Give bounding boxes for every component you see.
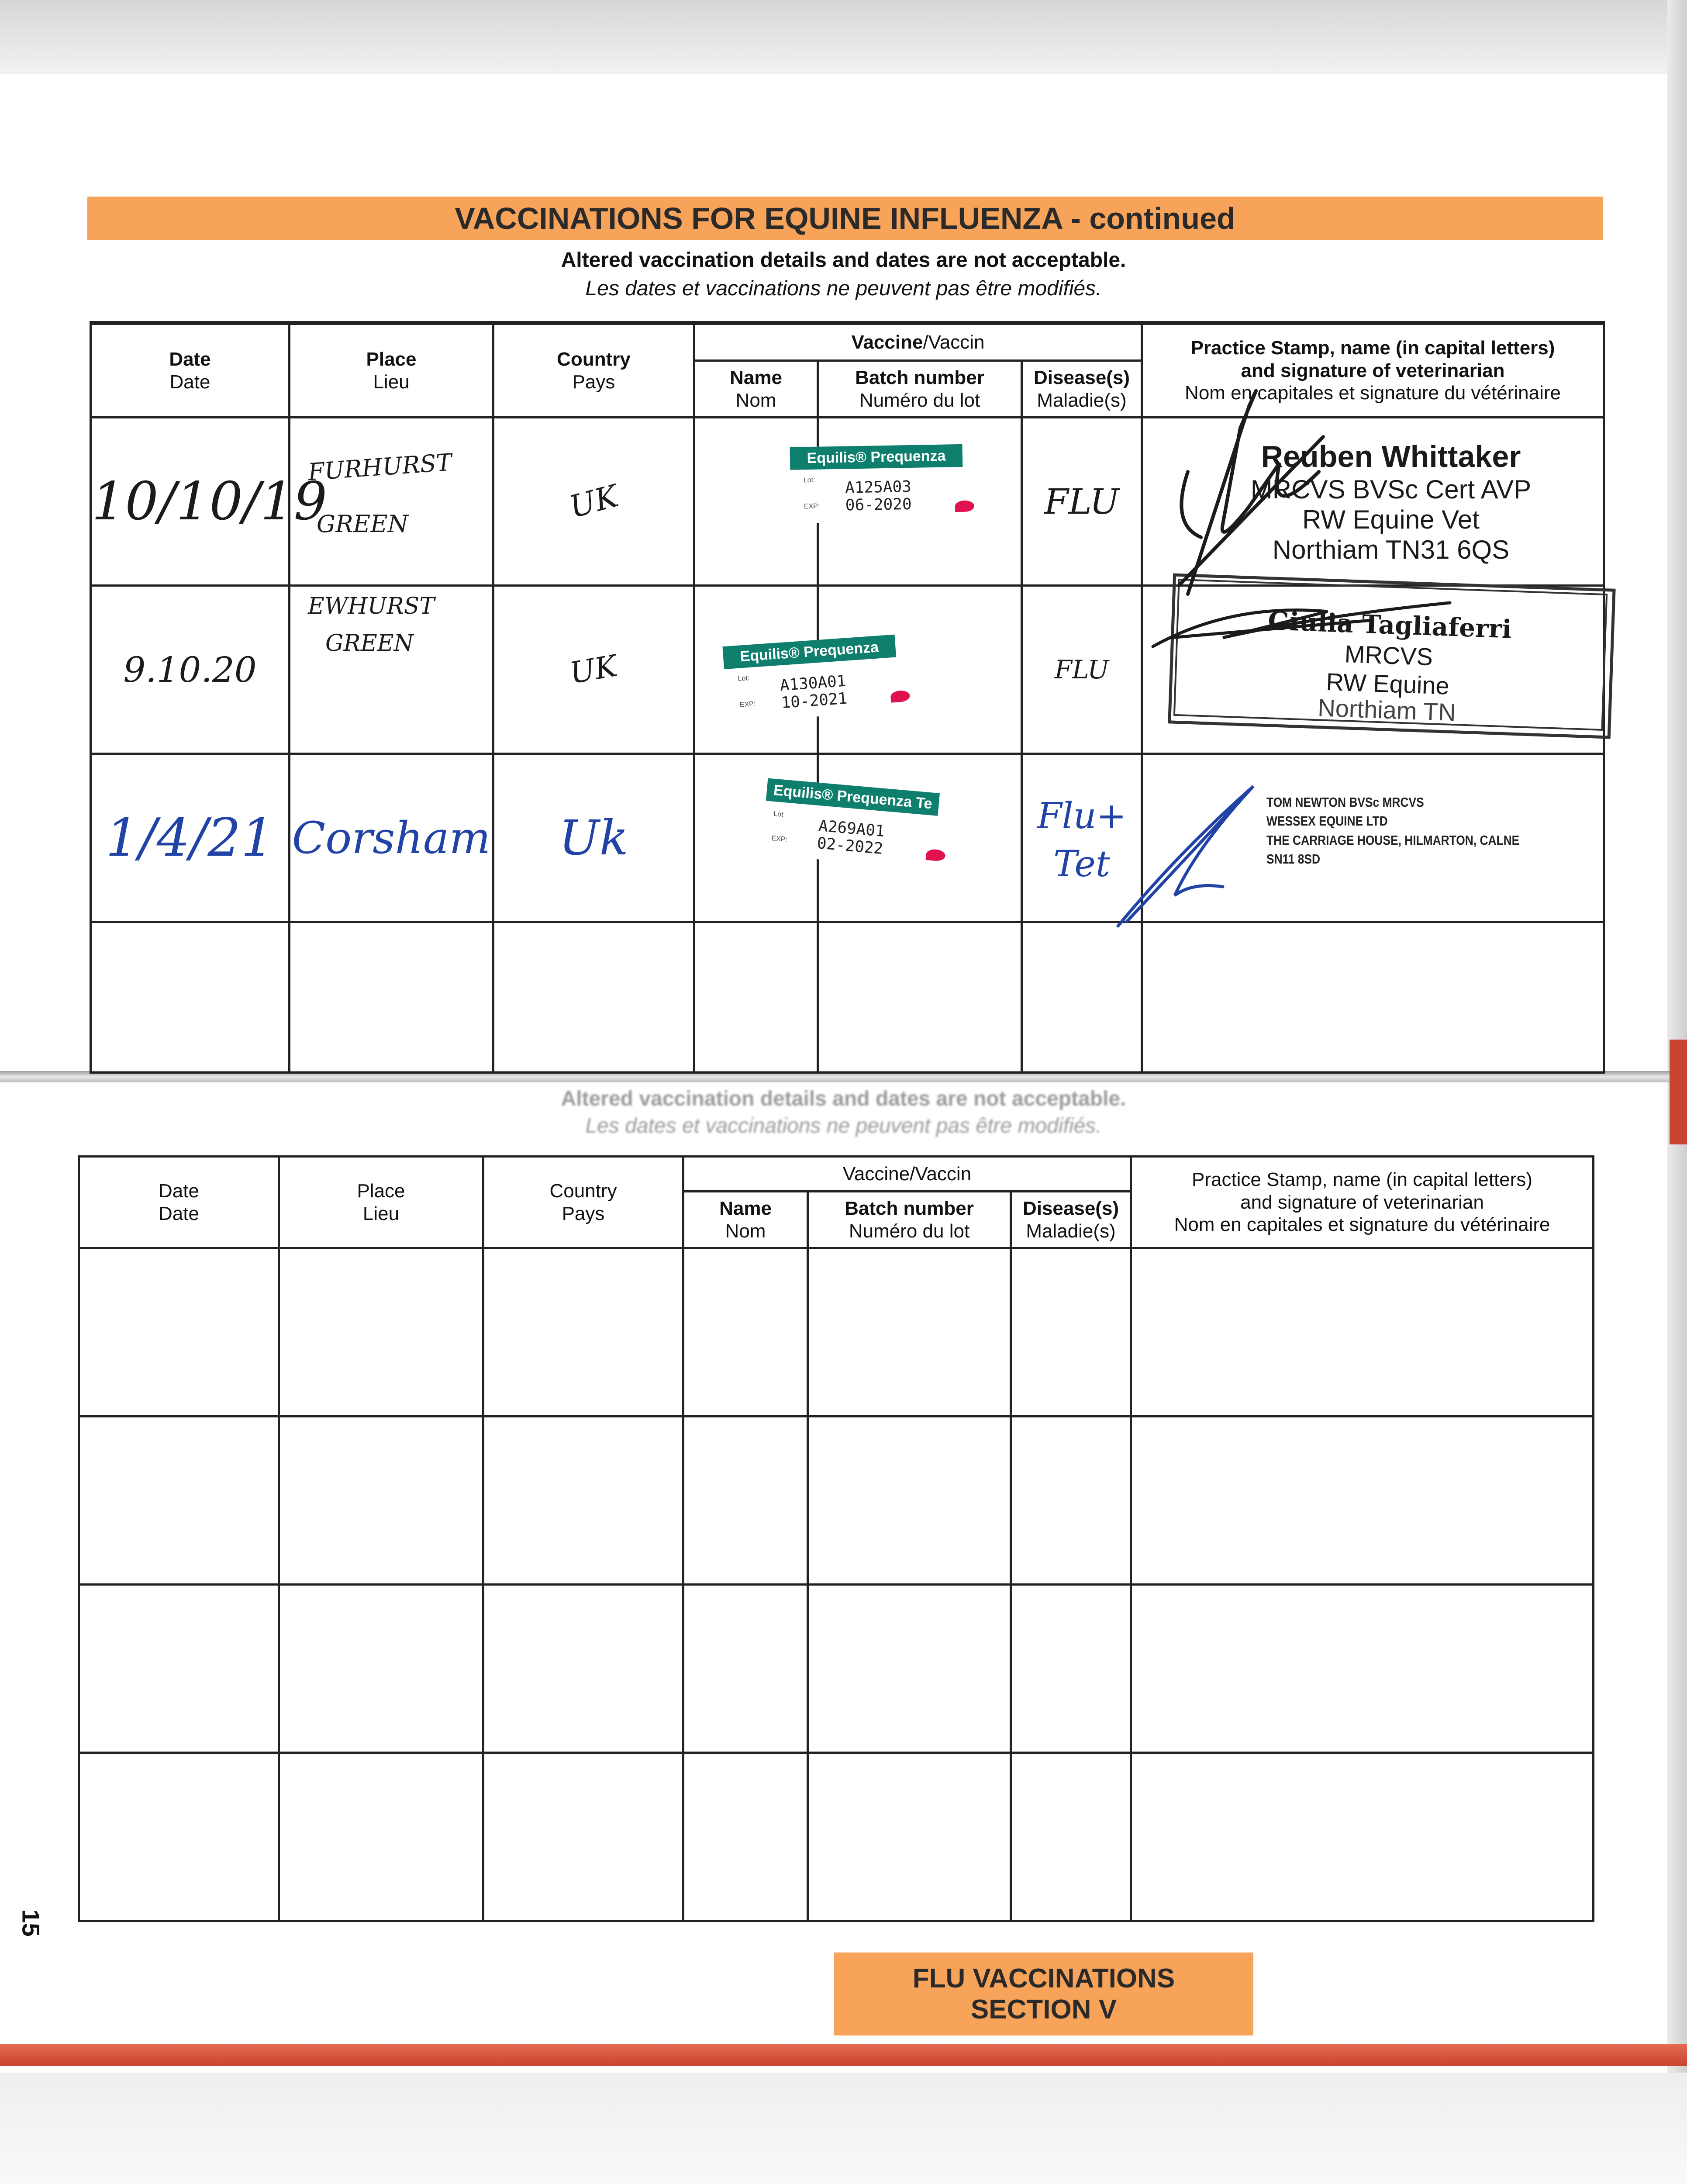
vet-qualifications: MRCVS BVSc Cert AVP (1250, 474, 1532, 504)
practice-address: THE CARRIAGE HOUSE, HILMARTON, CALNE (1266, 832, 1520, 848)
empty-cell (91, 922, 290, 1073)
practice-postcode: SN11 8SD (1266, 851, 1321, 867)
scan-background-bottom (0, 2073, 1687, 2184)
entry1-place-cell (290, 418, 493, 586)
table-row (91, 922, 1604, 1073)
empty-cell (1011, 1585, 1131, 1753)
header-batch-number: Batch number Numéro du lot (818, 361, 1022, 418)
vet-name: Giulia Tagliaferri (1267, 606, 1512, 644)
empty-cell (279, 1417, 483, 1585)
table-row (79, 1417, 1594, 1585)
empty-cell (694, 922, 818, 1073)
entry1-disease-cell (1022, 418, 1142, 586)
empty-cell (279, 1585, 483, 1753)
empty-cell (79, 1585, 279, 1753)
entry1-disease: FLU (1044, 481, 1119, 522)
sticker-logo-mark (890, 690, 911, 703)
entry3-country: Uk (559, 810, 629, 866)
header-practice-stamp: Practice Stamp, name (in capital letters) and signature of veterinarian Nom en capitales et signature du vétérinaire (1142, 323, 1604, 418)
sticker-product-name: Equilis® Prequenza (722, 635, 896, 669)
vet-name: TOM NEWTON BVSc MRCVS (1266, 795, 1424, 810)
empty-cell (683, 1417, 808, 1585)
entry3-place-cell (290, 754, 493, 922)
empty-cell (1011, 1417, 1131, 1585)
sticker-logo-mark (955, 500, 974, 512)
entry2-disease-cell (1022, 586, 1142, 754)
empty-cell (279, 1753, 483, 1921)
practice-stamp-3 (1266, 793, 1519, 869)
table-row (79, 1753, 1594, 1921)
sticker-lot-number: A125A03 (845, 477, 912, 497)
sticker-expiry: 02-2022 (816, 834, 884, 858)
sticker-expiry: 06-2020 (845, 495, 912, 515)
empty-cell (1011, 1753, 1131, 1921)
entry2-place-line2: GREEN (325, 630, 414, 657)
entry3-disease-line2: Tet (1053, 843, 1110, 885)
entry1-place-line1: FURHURST (307, 448, 453, 486)
notice-french: Les dates et vaccinations ne peuvent pas être modifiés. (585, 277, 1102, 300)
header-date: Date Date (79, 1157, 279, 1248)
entry3-date-cell (91, 754, 290, 922)
empty-cell (1131, 1417, 1594, 1585)
empty-cell (808, 1585, 1011, 1753)
empty-cell (279, 1248, 483, 1417)
practice-address: Northiam TN (1317, 694, 1456, 726)
sticker-exp-label: EXP: (804, 502, 820, 511)
empty-cell (808, 1417, 1011, 1585)
practice-name: RW Equine (1325, 667, 1450, 700)
vaccine-sticker-2 (718, 633, 919, 723)
vaccine-sticker-1 (786, 444, 983, 524)
sticker-expiry: 10-2021 (780, 689, 848, 712)
empty-cell (483, 1585, 683, 1753)
entry2-date: 9.10.20 (123, 649, 257, 690)
sticker-product-name: Equilis® Prequenza Te (766, 778, 940, 816)
empty-cell (79, 1248, 279, 1417)
sticker-lot-label: Lot (773, 810, 784, 819)
notice-english-faded: Altered vaccination details and dates are not acceptable. (561, 1087, 1126, 1110)
notice-english: Altered vaccination details and dates are not acceptable. (561, 249, 1126, 272)
entry1-date: 10/10/19 (92, 471, 327, 532)
sticker-exp-label: EXP: (771, 834, 788, 843)
sticker-logo-mark (926, 849, 946, 862)
empty-cell (683, 1585, 808, 1753)
empty-cell (808, 1248, 1011, 1417)
sticker-lot-number: A269A01 (818, 817, 886, 841)
page-title: VACCINATIONS FOR EQUINE INFLUENZA - continued (87, 197, 1603, 240)
sticker-lot-number: A130A01 (779, 672, 847, 695)
section-label (834, 1952, 1253, 2035)
empty-cell (79, 1417, 279, 1585)
header-vaccine: Vaccine/Vaccin (694, 323, 1142, 361)
sticker-lot-label: Lot: (738, 674, 750, 683)
empty-cell (483, 1753, 683, 1921)
practice-name: RW Equine Vet (1302, 505, 1480, 534)
header-place: Place Lieu (279, 1157, 483, 1248)
header-country: Country Pays (493, 323, 694, 418)
entry2-date-cell (91, 586, 290, 754)
empty-cell (290, 922, 493, 1073)
header-date: Date Date (91, 323, 290, 418)
entry3-country-cell (493, 754, 694, 922)
entry1-place-line2: GREEN (317, 510, 408, 538)
entry2-country-cell (493, 586, 694, 754)
header-batch-number: Batch number Numéro du lot (808, 1192, 1011, 1248)
empty-cell (1022, 922, 1142, 1073)
header-vaccine-name: Name Nom (683, 1192, 808, 1248)
empty-cell (483, 1248, 683, 1417)
entry2-disease: FLU (1054, 655, 1109, 684)
entry1-country: UK (566, 477, 622, 525)
entry2-place-line1: EWHURST (308, 593, 435, 619)
sticker-exp-label: EXP: (739, 700, 756, 709)
practice-name: WESSEX EQUINE LTD (1266, 813, 1388, 829)
header-vaccine-name: Name Nom (694, 361, 818, 418)
empty-cell (818, 922, 1022, 1073)
cover-edge-bottom (0, 2044, 1687, 2066)
header-disease: Disease(s) Maladie(s) (1011, 1192, 1131, 1248)
empty-cell (808, 1753, 1011, 1921)
header-disease: Disease(s) Maladie(s) (1022, 361, 1142, 418)
empty-cell (683, 1753, 808, 1921)
entry2-country: UK (567, 648, 620, 691)
entry3-place: Corsham (292, 812, 491, 864)
empty-cell (1131, 1753, 1594, 1921)
table-row (79, 1248, 1594, 1417)
empty-cell (1131, 1585, 1594, 1753)
section-label-line2: SECTION V (970, 1994, 1117, 2025)
empty-cell (683, 1248, 808, 1417)
empty-cell (1011, 1248, 1131, 1417)
vet-signature-1 (1135, 341, 1354, 603)
vet-name: Reuben Whittaker (1261, 439, 1521, 473)
entry2-place-cell (290, 586, 493, 754)
section-label-line1: FLU VACCINATIONS (912, 1963, 1175, 1994)
empty-cell (483, 1417, 683, 1585)
entry3-date: 1/4/21 (105, 807, 275, 868)
scan-background-top (0, 0, 1687, 74)
table-row (79, 1585, 1594, 1753)
sticker-lot-label: Lot: (803, 476, 815, 484)
entry1-date-cell (91, 418, 327, 586)
notice-french-faded: Les dates et vaccinations ne peuvent pas être modifiés. (585, 1114, 1102, 1137)
vaccination-table-lower (78, 1155, 1594, 1922)
vet-signature-3 (1109, 778, 1275, 935)
empty-cell (1131, 1248, 1594, 1417)
page-number: 15 (17, 1909, 45, 1937)
practice-address: Northiam TN31 6QS (1272, 535, 1510, 564)
header-practice-stamp: Practice Stamp, name (in capital letters) and signature of veterinarian Nom en capitales et signature du vétérinaire (1131, 1157, 1594, 1248)
vet-qualifications: MRCVS (1344, 640, 1434, 671)
sticker-product-name: Equilis® Prequenza (790, 444, 963, 470)
entry1-country-cell (493, 418, 694, 586)
header-vaccine: Vaccine/Vaccin (683, 1157, 1131, 1192)
header-country: Country Pays (483, 1157, 683, 1248)
empty-cell (493, 922, 694, 1073)
entry3-disease-line1: Flu+ (1037, 795, 1127, 837)
header-place: Place Lieu (290, 323, 493, 418)
vet-signature-2 (1144, 585, 1494, 655)
empty-cell (79, 1753, 279, 1921)
empty-cell (1142, 922, 1604, 1073)
